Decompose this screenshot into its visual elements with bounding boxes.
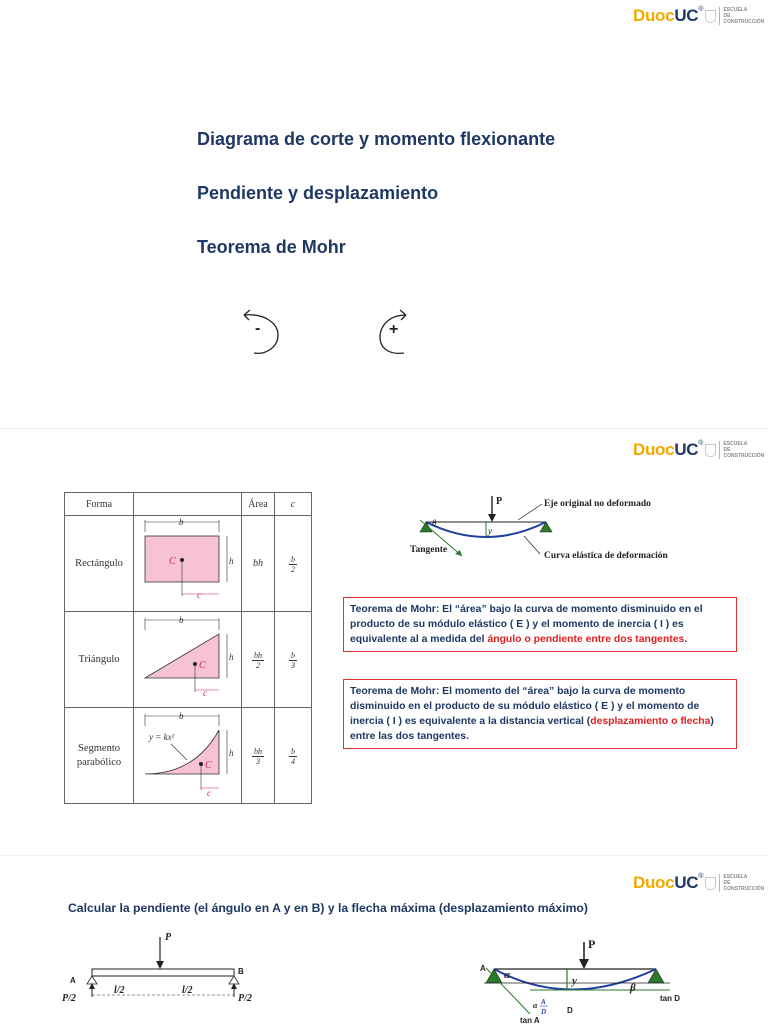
- row-c: $\frac{b}{2}$: [275, 516, 312, 612]
- svg-text:P/2: P/2: [238, 993, 252, 1004]
- simply-supported-beam-diagram: [58, 925, 278, 1024]
- svg-text:tan D: tan D: [660, 994, 680, 1003]
- shield-icon: [705, 10, 716, 23]
- triangle-figure: [134, 612, 242, 708]
- school-name: ESCUELA DE CONSTRUCCIÓN: [719, 441, 753, 459]
- header-area: Área: [242, 493, 275, 516]
- svg-text:P: P: [165, 932, 172, 943]
- svg-text:α: α: [533, 1001, 538, 1010]
- brand-name-uc: UC: [674, 873, 699, 892]
- school-name: ESCUELA DE CONSTRUCCIÓN: [719, 874, 753, 892]
- brand-logo: [633, 439, 765, 460]
- deflected-beam-tangents-diagram: [470, 928, 710, 1024]
- table-row: [65, 516, 312, 612]
- title-mohr-theorem: Teorema de Mohr: [197, 237, 346, 257]
- rectangle-figure: [134, 516, 242, 612]
- row-name: Triángulo: [65, 612, 134, 708]
- brand-logo: [633, 872, 765, 893]
- svg-text:β: β: [630, 982, 636, 994]
- svg-text:y: y: [488, 526, 492, 536]
- svg-text:b: b: [179, 711, 184, 721]
- beam-deflection-diagram: [400, 490, 720, 570]
- mohr-theorem-slope-box: Teorema de Mohr: El “área” bajo la curva de momento disminuido en el producto de su módulo elástico ( E ) y el momento de inercia ( I ) es equivalente al a medida del ángulo o pendiente entre dos tangentes.: [343, 597, 737, 652]
- slide-separator: [0, 855, 768, 856]
- mohr-theorem-deflection-box: Teorema de Mohr: El momento del “área” bajo la curva de momento disminuido en el producto de su módulo elástico ( E ) y el momento de inercia ( I ) es equivalente a la distancia vertical (desplazamiento o flecha) entre las dos tangentes.: [343, 679, 737, 749]
- row-area: $\frac{bh}{2}$: [242, 612, 275, 708]
- svg-text:D: D: [541, 1008, 547, 1016]
- svg-text:h: h: [229, 652, 234, 662]
- svg-text:α: α: [504, 969, 511, 981]
- shield-icon: [705, 877, 716, 890]
- svg-text:c: c: [203, 688, 207, 698]
- slide-separator: [0, 428, 768, 429]
- school-name: ESCUELA DE CONSTRUCCIÓN: [719, 7, 753, 25]
- brand-name-duoc: Duoc: [633, 6, 675, 25]
- brand-name-duoc: Duoc: [633, 440, 675, 459]
- svg-text:tan A: tan A: [520, 1016, 540, 1024]
- brand-name-uc: UC: [674, 440, 699, 459]
- svg-text:A: A: [480, 964, 486, 973]
- header-figure: [134, 493, 242, 516]
- row-area: $\frac{bh}{3}$: [242, 708, 275, 804]
- svg-text:h: h: [229, 556, 234, 566]
- svg-text:B: B: [238, 967, 244, 976]
- sign-positive: +: [389, 321, 399, 338]
- header-shape: Forma: [65, 493, 134, 516]
- svg-text:b: b: [179, 517, 184, 527]
- svg-text:Curva elástica de deformación: Curva elástica de deformación: [544, 551, 668, 561]
- row-area: bh: [242, 516, 275, 612]
- svg-text:y: y: [572, 975, 577, 987]
- parabolic-segment-figure: [134, 708, 242, 804]
- row-name: Rectángulo: [65, 516, 134, 612]
- highlight-slope: ángulo o pendiente entre dos tangentes: [487, 634, 685, 645]
- centroid-table: [64, 492, 312, 804]
- title-shear-moment: Diagrama de corte y momento flexionante: [197, 129, 556, 149]
- svg-text:c: c: [197, 590, 201, 600]
- svg-text:P/2: P/2: [62, 993, 76, 1004]
- table-row: [65, 612, 312, 708]
- highlight-deflection: desplazamiento o flecha: [590, 716, 711, 727]
- svg-text:C: C: [169, 556, 176, 567]
- brand-registered: ®: [698, 439, 704, 447]
- row-name: Segmento parabólico: [65, 708, 134, 804]
- row-c: $\frac{b}{3}$: [275, 612, 312, 708]
- svg-text:P: P: [496, 496, 503, 507]
- brand-registered: ®: [698, 5, 704, 13]
- brand-registered: ®: [698, 872, 704, 880]
- svg-text:c: c: [207, 788, 211, 798]
- row-c: $\frac{b}{4}$: [275, 708, 312, 804]
- sign-negative: -: [255, 320, 261, 337]
- svg-text:b: b: [179, 615, 184, 625]
- svg-text:l/2: l/2: [114, 985, 125, 996]
- clockwise-arrow-icon: [374, 303, 426, 361]
- svg-text:y = kx²: y = kx²: [149, 732, 175, 742]
- svg-text:θ: θ: [432, 518, 437, 528]
- svg-text:l/2: l/2: [182, 985, 193, 996]
- header-c: c: [275, 493, 312, 516]
- table-row: [65, 708, 312, 804]
- svg-text:h: h: [229, 748, 234, 758]
- svg-text:C: C: [205, 760, 212, 771]
- title-slope-displacement: Pendiente y desplazamiento: [197, 183, 439, 203]
- shield-icon: [705, 444, 716, 457]
- svg-text:Eje original no deformado: Eje original no deformado: [544, 499, 651, 509]
- brand-name-duoc: Duoc: [633, 873, 675, 892]
- svg-text:C: C: [199, 660, 206, 671]
- table-header: [65, 493, 312, 516]
- svg-text:A: A: [70, 976, 76, 985]
- svg-text:Tangente: Tangente: [410, 545, 448, 555]
- svg-text:D: D: [567, 1006, 573, 1015]
- svg-text:A: A: [541, 998, 546, 1006]
- exercise-instruction: Calcular la pendiente (el ángulo en A y en B) y la flecha máxima (desplazamiento máximo): [68, 901, 588, 915]
- brand-logo: [633, 5, 765, 26]
- svg-text:P: P: [588, 937, 596, 951]
- brand-name-uc: UC: [674, 6, 699, 25]
